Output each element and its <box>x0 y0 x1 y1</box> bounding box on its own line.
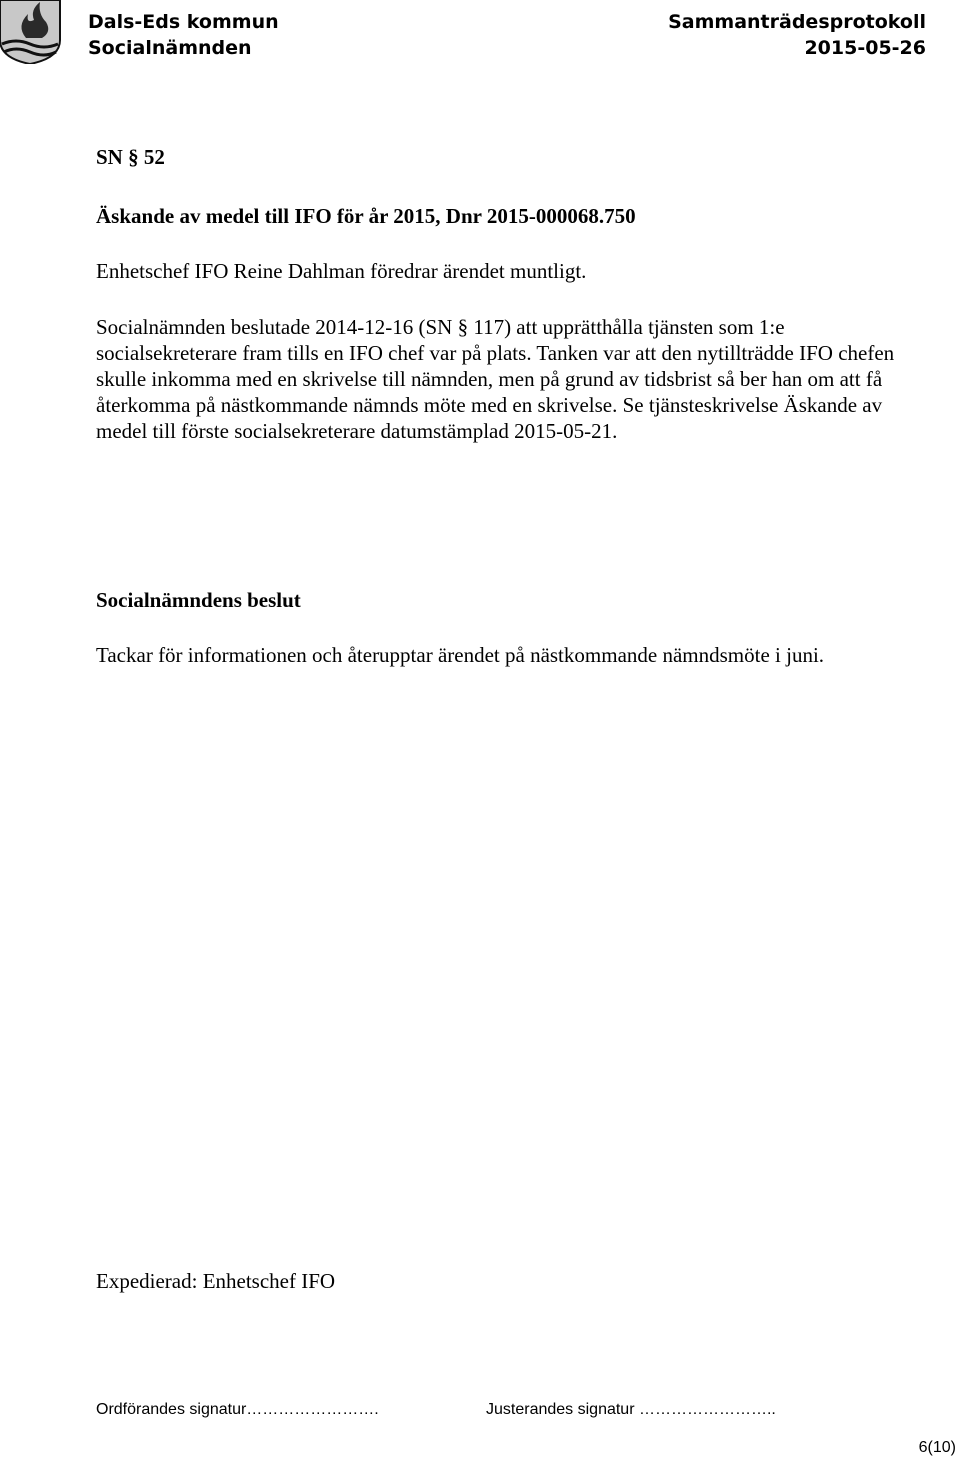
municipality-name: Dals-Eds kommun <box>88 11 279 33</box>
committee-name: Socialnämnden <box>88 37 252 59</box>
header-left <box>88 9 279 61</box>
dispatched-line: Expedierad: Enhetschef IFO <box>96 1269 336 1293</box>
section-number: SN § 52 <box>96 145 165 169</box>
document-type: Sammanträdesprotokoll <box>668 11 926 33</box>
decision-heading: Socialnämndens beslut <box>96 588 301 612</box>
page-number: 6(10) <box>918 1439 956 1456</box>
body-paragraph: Socialnämnden beslutade 2014-12-16 (SN § 117) att upprätthålla tjänsten som 1:e socialsekreterare fram tills en IFO chef var på plats. Tanken var att den nytillträdde IFO chefen skulle inkomma med en skrivelse till nämnden, men på grund av tidsbrist så ber han om att få återkomma på nästkommande nämnds möte med en skrivelse. Se tjänsteskrivelse Äskande av medel till förste socialsekreterare datumstämplad 2015-05-21. <box>96 315 895 443</box>
section-title: Äskande av medel till IFO för år 2015, Dnr 2015-000068.750 <box>96 204 636 228</box>
chair-signature: Ordförandes signatur……………………. <box>96 1401 379 1418</box>
municipality-logo <box>0 0 64 64</box>
decision-text: Tackar för informationen och återupptar ärendet på nästkommande nämndsmöte i juni. <box>96 643 825 667</box>
meeting-date: 2015-05-26 <box>804 37 926 59</box>
presenter-line: Enhetschef IFO Reine Dahlman föredrar ärendet muntligt. <box>96 259 587 283</box>
adjuster-signature: Justerandes signatur …………………….. <box>486 1401 776 1418</box>
header-right <box>668 9 926 61</box>
